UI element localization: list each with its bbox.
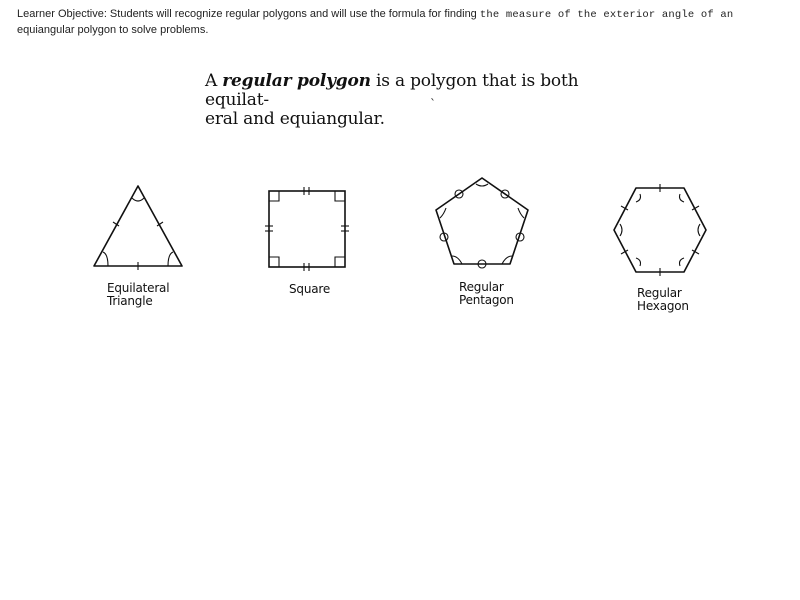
square-label-line1: Square xyxy=(289,282,331,296)
definition-lead: A xyxy=(205,71,223,91)
hexagon-label-line2: Hexagon xyxy=(637,299,689,313)
equilateral-triangle-figure xyxy=(88,180,188,272)
pentagon-label-line1: Regular xyxy=(459,280,504,294)
equilateral-triangle-icon xyxy=(88,180,188,272)
objective-text: Learner Objective: Students will recognize regular polygons and will use the formula for finding xyxy=(17,8,480,20)
square-icon xyxy=(262,184,352,274)
stray-mark: ` xyxy=(430,97,436,111)
square-label xyxy=(289,283,330,296)
triangle-label xyxy=(107,282,169,308)
hexagon-label xyxy=(637,287,689,313)
definition-line2: eral and equiangular. xyxy=(205,109,385,129)
objective-mono-text: the measure of the exterior angle of an xyxy=(479,9,734,21)
definition-term: regular polygon xyxy=(222,71,371,91)
learner-objective xyxy=(17,7,787,38)
pentagon-figure xyxy=(430,172,534,272)
regular-polygon-definition xyxy=(205,72,625,129)
square-figure xyxy=(262,184,352,274)
objective-text-line2: equiangular polygon to solve problems. xyxy=(17,24,209,36)
hexagon-figure xyxy=(608,182,712,278)
regular-pentagon-icon xyxy=(430,172,534,272)
triangle-label-line2: Triangle xyxy=(107,294,153,308)
triangle-label-line1: Equilateral xyxy=(107,281,170,295)
definition-rest: is a polygon that is both equilat- xyxy=(205,71,579,110)
pentagon-label xyxy=(459,281,514,307)
hexagon-label-line1: Regular xyxy=(637,286,682,300)
pentagon-label-line2: Pentagon xyxy=(459,293,514,307)
regular-hexagon-icon xyxy=(608,182,712,278)
